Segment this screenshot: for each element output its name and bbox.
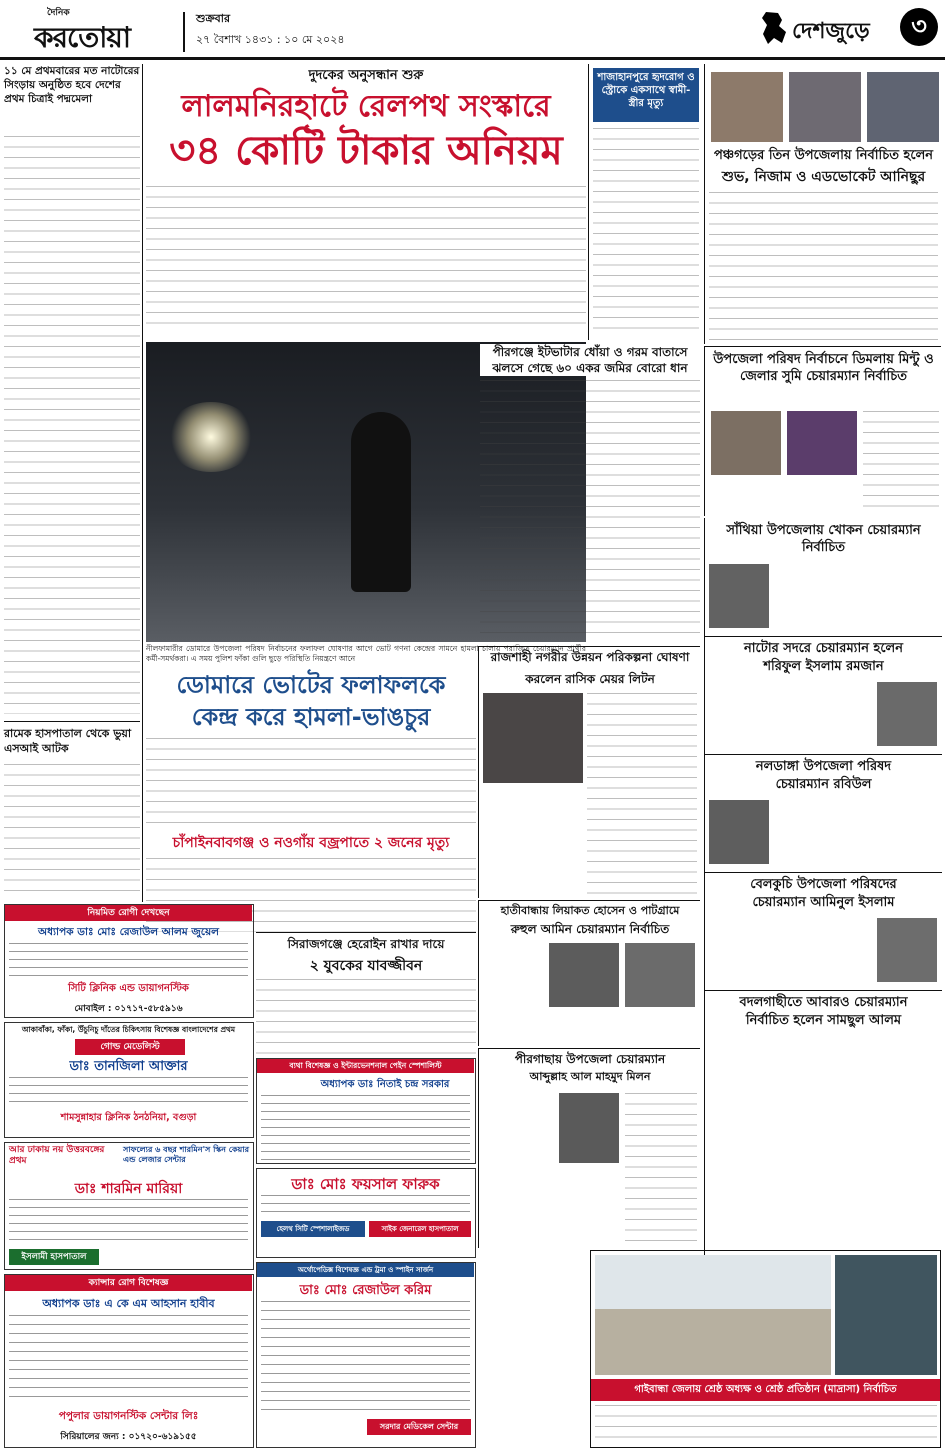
pirgachha-subhead: আব্দুল্লাহ আল মাহমুদ মিলন [529, 1070, 651, 1083]
ad-faisal-left: হেলথ সিটি স্পেশালাইজড হাসপাতাল [261, 1221, 365, 1237]
issue-date: ২৭ বৈশাখ ১৪৩১ : ১০ মে ২০২৪ [196, 33, 345, 46]
ad-habib-top: ক্যান্সার রোগ বিশেষজ্ঞ [5, 1275, 252, 1291]
nalda-headline-2: চেয়ারম্যান রবিউল [775, 777, 872, 792]
ad-tanzila-center: শামসুন্নাহার ক্লিনিক ঠনঠনিয়া, বগুড়া [60, 1112, 197, 1123]
domar-headline-2: কেন্দ্র করে হামলা-ভাঙচুর [191, 703, 431, 731]
ad-rezaul-center: সরদার মেডিকেল সেন্টার [367, 1419, 471, 1435]
newspaper-logo-small: দৈনিক [47, 8, 70, 18]
rajshahi-headline: রাজশাহী নগরীর উন্নয়ন পরিকল্পনা ঘোষণা [490, 650, 690, 664]
rajshahi-subhead: করলেন রাসিক মেয়র লিটন [525, 672, 655, 686]
rajshahi-body [587, 693, 697, 897]
side-story-body [593, 128, 699, 338]
main-headline-1: লালমনিরহাটে রেলপথ সংস্কারে [181, 89, 551, 124]
ad-habib [4, 1274, 254, 1448]
candidate-photo-3 [867, 72, 939, 142]
newspaper-logo: করতোয়া [34, 21, 130, 54]
ad-tanzila-name: ডাঃ তানজিলা আক্তার [69, 1059, 188, 1074]
ad-faisal-name: ডাঃ মোঃ ফয়সাল ফারুক [291, 1175, 440, 1193]
ad-jewel-details [9, 943, 248, 977]
principal-photo [835, 1255, 937, 1375]
ad-habib-center: পপুলার ডায়াগনস্টিক সেন্টার লিঃ [58, 1410, 199, 1422]
pirgachha-headline: পীরগাছায় উপজেলা চেয়ারম্যান [514, 1052, 666, 1066]
ad-sharmin-right: সাফল্যের ৬ বছর শারমিন'স স্কিন কেয়ার এন্ড লেজার সেন্টার [123, 1145, 249, 1164]
right-column [704, 518, 941, 1298]
belkuchi-headline-1: বেলকুচি উপজেলা পরিষদের [750, 877, 897, 892]
thunder-headline: চাঁপাইনবাবগঞ্জ ও নওগাঁয় বজ্রপাতে ২ জনের মৃত্যু [172, 835, 450, 851]
ad-faisal [256, 1168, 476, 1258]
badal-headline-1: বদলগাছীতে আবারও চেয়ারম্যান [739, 995, 908, 1010]
belkuchi-photo [877, 918, 937, 982]
dimla-headline: উপজেলা পরিষদ নির্বাচনে ডিমলায় মিন্টু ও জেলার সুমি চেয়ারম্যান নির্বাচিত [713, 352, 934, 384]
panchagarh-headline: পঞ্চগড়ের তিন উপজেলায় নির্বাচিত হলেন [713, 148, 934, 163]
ad-nitai-top: ব্যথা বিশেষজ্ঞ ও ইন্টারভেনশনাল পেইন স্পেশালিস্ট [257, 1059, 474, 1073]
ad-tanzila-details [9, 1077, 248, 1107]
sirajganj-story [256, 932, 476, 1057]
dimla-story [704, 346, 941, 516]
panchagarh-body [709, 192, 938, 340]
left-column [4, 64, 140, 902]
natore-photo [877, 682, 937, 746]
dimla-body [863, 411, 939, 515]
ad-nitai-details [261, 1095, 470, 1161]
ad-rezaul-details [261, 1301, 470, 1413]
sirajganj-headline-2: ২ যুবকের যাবজ্জীবন [309, 958, 423, 974]
natore-headline-1: নাটোর সদরে চেয়ারম্যান হলেন [743, 641, 903, 656]
sathia-headline: সাঁথিয়া উপজেলায় খোকন চেয়ারম্যান নির্বাচিত [726, 523, 921, 555]
domar-story [146, 670, 476, 830]
candidate-photo-2 [789, 72, 861, 142]
madrasa-photo [595, 1255, 831, 1375]
main-story [146, 64, 586, 334]
panchagarh-subhead: শুভ, নিজাম ও এডভোকেট আনিছুর [721, 169, 926, 185]
clash-photo-caption: নীলফামারীর ডোমারে উপজেলা পরিষদ নির্বাচনের ফলাফল ঘোষণার আগে ভোট গণনা কেন্দ্রের সামনে হামলা চালায় পরাজিত চেয়ারম্যান প্রার্থীর কর্মী-সমর্থকরা। এ সময় পুলিশ ফাঁকা গুলি ছুড়ে পরিস্থিতি নিয়ন্ত্রণে আনে [146, 644, 586, 663]
hatibandha-subhead: রুহুল আমিন চেয়ারম্যান নির্বাচিত [510, 922, 670, 936]
natore-headline-2: শরিফুল ইসলাম রমজান [763, 659, 884, 674]
pirganj-body [480, 380, 700, 640]
nalda-photo [709, 800, 769, 864]
hatibandha-story [478, 900, 700, 1046]
ad-sharmin-name: ডাঃ শারমিন মারিয়া [74, 1181, 183, 1197]
ad-jewel-name: অধ্যাপক ডাঃ মোঃ রেজাউল আলম জুয়েল [38, 926, 219, 938]
ad-faisal-right: সাইক জেনারেল হাসপাতাল [369, 1221, 471, 1237]
left-lead-body [4, 136, 140, 714]
left-lead-headline: ১১ মে প্রথমবারের মত নাটোরের সিংড়ায় অনুষ্ঠিত হবে দেশের প্রথম চিত্রাই পদ্মমেলা [4, 65, 140, 105]
ad-rezaul-name: ডাঃ মোঃ রেজাউল করিম [299, 1283, 432, 1298]
gaibandha-headline: গাইবান্ধা জেলায় শ্রেষ্ঠ অধ্যক্ষ ও শ্রেষ্ঠ প্রতিষ্ঠান (মাদ্রাসা) নির্বাচিত [634, 1384, 897, 1395]
ad-nitai-name: অধ্যাপক ডাঃ নিতাই চন্দ্র সরকার [320, 1079, 450, 1090]
badal-headline-2: নির্বাচিত হলেন সামছুল আলম [745, 1013, 902, 1028]
light-glare [166, 402, 256, 472]
ad-habib-name: অধ্যাপক ডাঃ এ কে এম আহসান হাবীব [42, 1297, 215, 1310]
pirgachha-body [625, 1093, 697, 1247]
top-right-story [704, 64, 941, 344]
ad-nitai [256, 1058, 476, 1164]
ad-jewel-top-bar: নিয়মিত রোগী দেখছেন [5, 905, 252, 921]
ad-sharmin-details [9, 1199, 248, 1245]
sirajganj-body [256, 979, 476, 1055]
side-story-title-box [593, 68, 699, 122]
ramek-body [4, 764, 140, 900]
main-body [146, 186, 586, 332]
pirganj-headline: পীরগঞ্জে ইটভাটার ধোঁয়া ও গরম বাতাসে ঝলসে গেছে ৬০ একর জমির বোরো ধান [480, 344, 700, 376]
page-number-label: ৩ [911, 12, 927, 40]
ad-jewel-phone: মোবাইল : ০১৭১৭-৫৮৫৯১৬ [74, 1004, 183, 1014]
side-story-title: শাজাহানপুরে হৃদরোগ ও স্ট্রোকে একসাথে স্বামী-স্ত্রীর মৃত্যু [597, 72, 695, 109]
ad-rezaul [256, 1262, 476, 1448]
page-number [900, 8, 938, 46]
candidate-photo-1 [711, 72, 783, 142]
dimla-photo-2 [787, 411, 857, 475]
mayor-photo [483, 693, 583, 783]
hatibandha-photo-1 [549, 943, 619, 1007]
sathia-photo [709, 564, 769, 628]
bangladesh-map-icon [760, 10, 788, 46]
gaibandha-headline-bar [591, 1379, 940, 1401]
nalda-headline-1: নলডাঙ্গা উপজেলা পরিষদ [755, 759, 892, 774]
ad-faisal-details [261, 1195, 470, 1217]
ad-sharmin-left: আর ঢাকায় নয় উত্তরবঙ্গের প্রথম [9, 1145, 105, 1166]
main-kicker: দুদকের অনুসন্ধান শুরু [308, 68, 424, 83]
ad-jewel [4, 904, 254, 1018]
ad-tanzila-top: আকাবাঁকা, ফাঁকা, উঁচুনিচু দাঁতের চিকিৎসায় বিশেষজ্ঞ বাংলাদেশের প্রথম [21, 1025, 236, 1034]
belkuchi-headline-2: চেয়ারম্যান আমিনুল ইসলাম [752, 895, 895, 910]
ad-rezaul-top: অর্থোপেডিক্স বিশেষজ্ঞ এন্ড ট্রমা ও স্পাইন সার্জন [257, 1263, 474, 1277]
ad-jewel-center: সিটি ক্লিনিক এন্ড ডায়াগনস্টিক [68, 983, 189, 994]
domar-headline-1: ডোমারে ভোটের ফলাফলকে [176, 671, 446, 699]
ad-habib-details [9, 1315, 248, 1405]
main-headline-2: ৩৪ কোটি টাকার অনিয়ম [169, 128, 563, 174]
pirgachha-story [478, 1048, 700, 1248]
dimla-photo-1 [711, 411, 781, 475]
hatibandha-photo-2 [625, 943, 695, 1007]
ad-sharmin [4, 1142, 254, 1270]
issue-day: শুক্রবার [196, 12, 231, 25]
masthead [0, 0, 945, 60]
rajshahi-story [478, 646, 700, 898]
ad-sharmin-hospital: ইসলামী হাসপাতাল [9, 1249, 99, 1265]
side-story [588, 64, 700, 340]
ad-tanzila [4, 1022, 254, 1138]
section-title: দেশজুড়ে [792, 19, 870, 44]
domar-body [146, 738, 476, 830]
ad-habib-phone: সিরিয়ালের জন্য : ০১৭২০-৬১৯১৫৫ [60, 1432, 197, 1442]
gaibandha-story [590, 1250, 941, 1448]
gaibandha-body [595, 1405, 937, 1445]
sirajganj-headline-1: সিরাজগঞ্জে হেরোইন রাখার দায়ে [287, 937, 445, 951]
ad-tanzila-badge: গোল্ড মেডেলিস্ট [75, 1039, 185, 1055]
pirgachha-photo [559, 1093, 619, 1163]
silhouette-person [351, 412, 411, 592]
ramek-headline: রামেক হাসপাতাল থেকে ভুয়া এসআই আটক [4, 727, 132, 755]
hatibandha-headline: হাতীবান্ধায় লিয়াকত হোসেন ও পাটগ্রামে [500, 904, 680, 917]
